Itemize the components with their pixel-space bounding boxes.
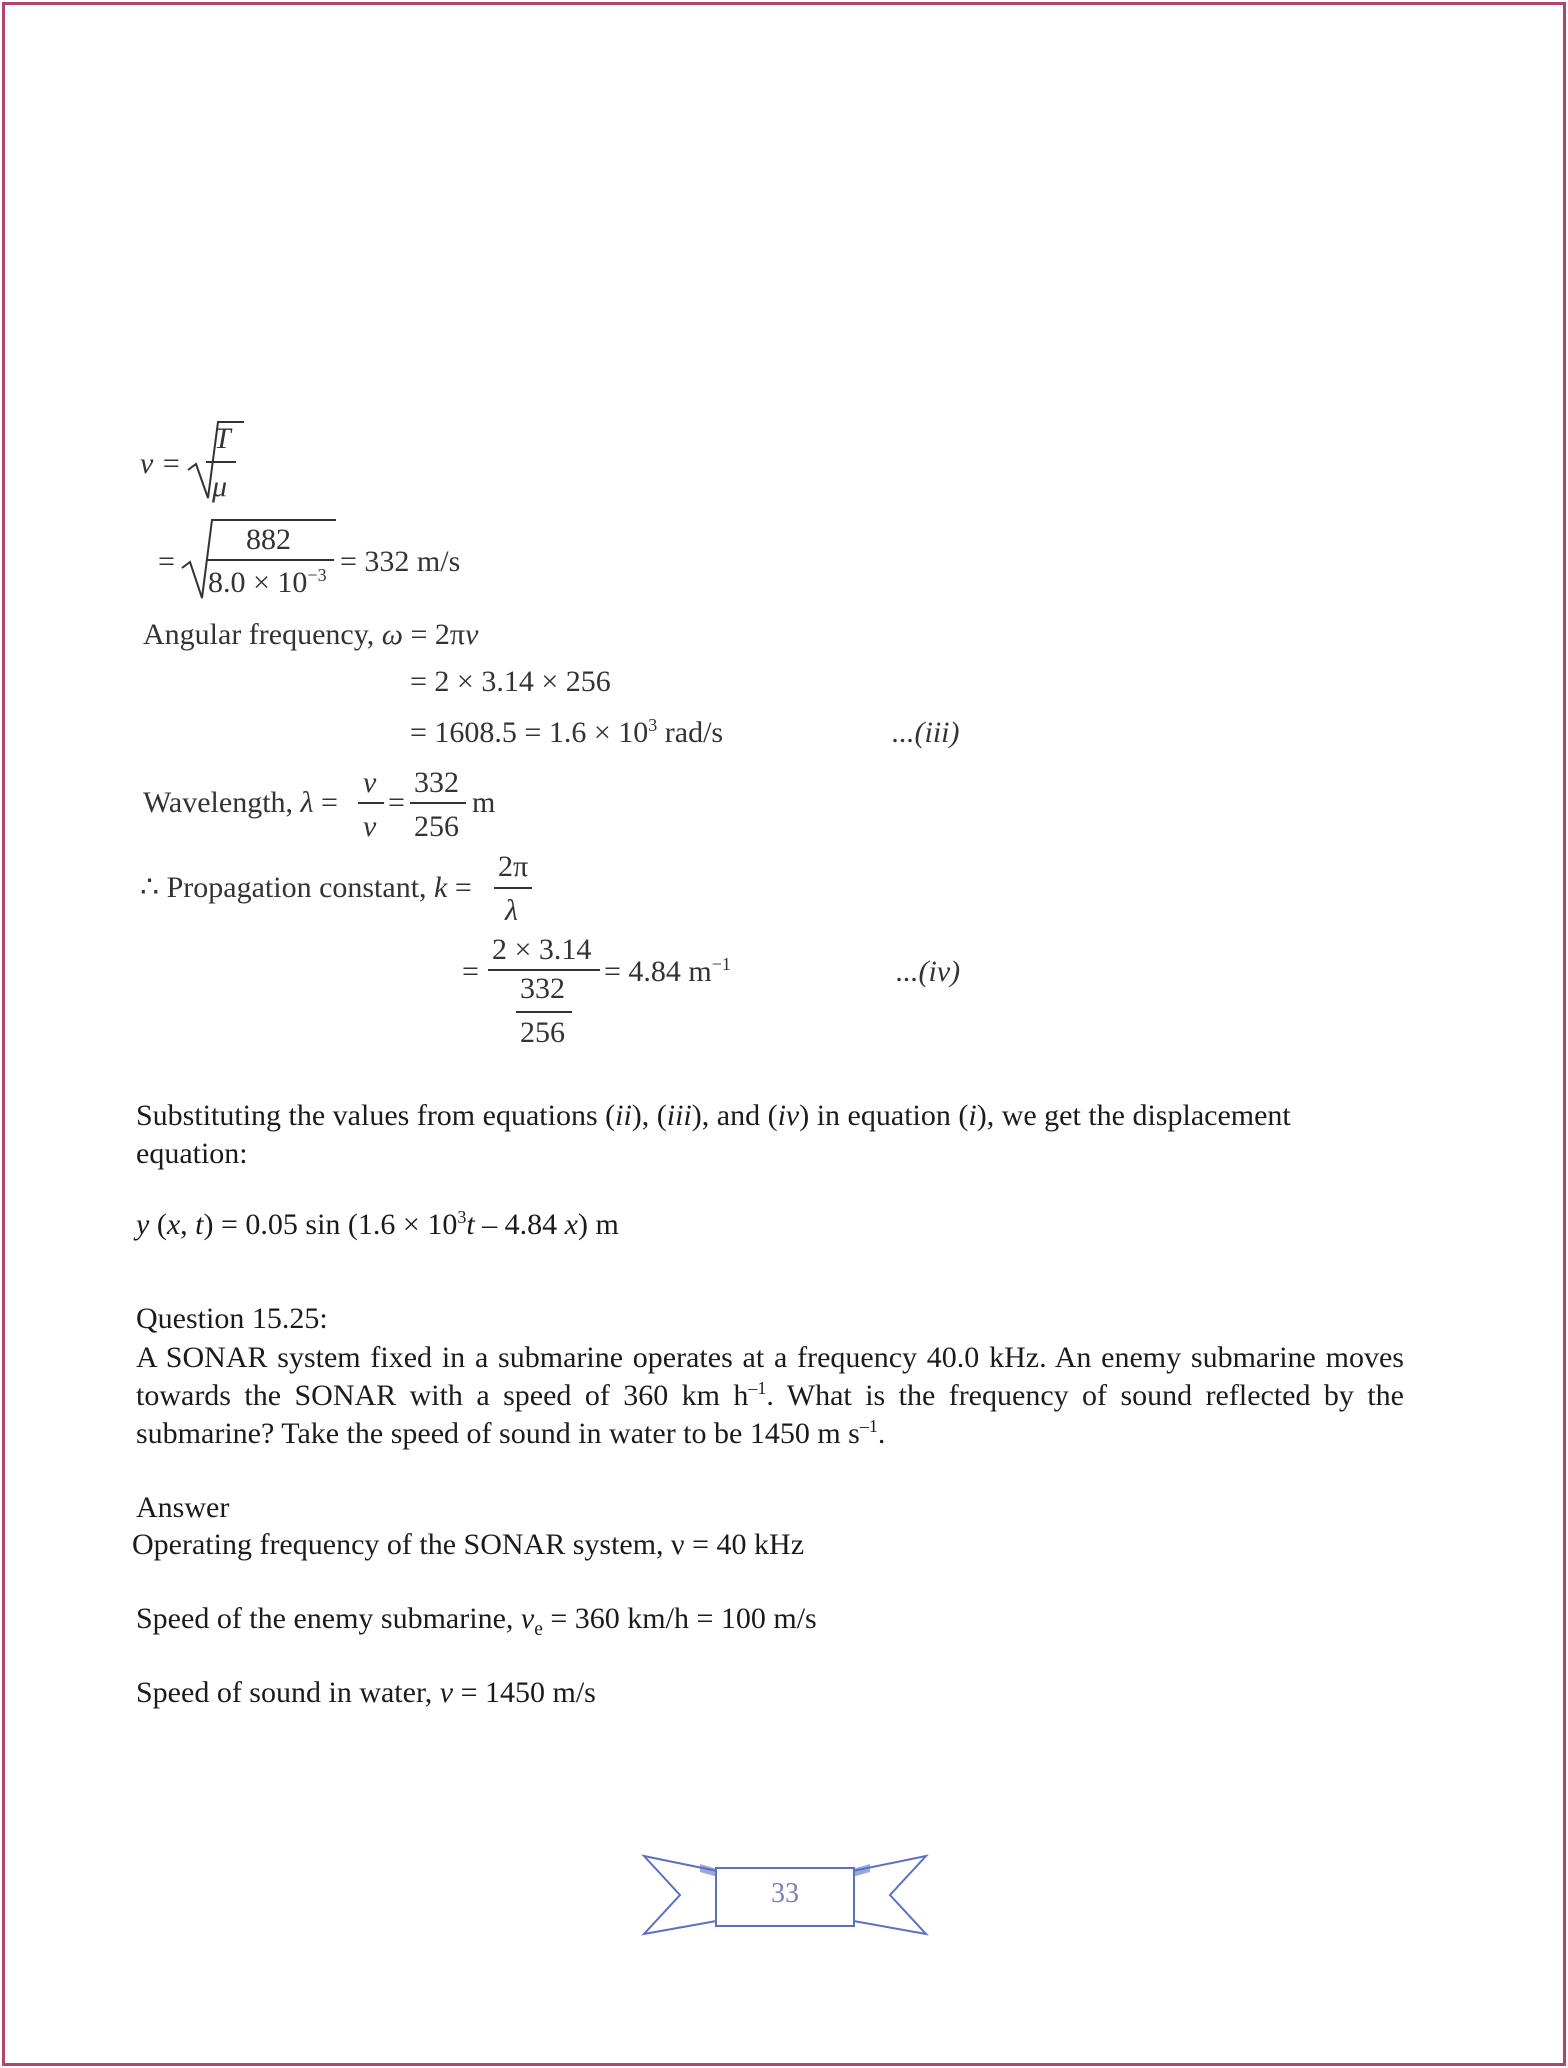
angular-frequency-result: = $1608.5 = 1.6 \times 10^3$ rad/s — [410, 715, 724, 749]
pc-256: 256 — [520, 1016, 565, 1049]
answer-line-sound-speed: Speed of sound in water, v = 1450 m/s — [136, 1676, 596, 1709]
equation-tag-iv: ...(iv) — [896, 955, 961, 988]
result-332: = 332 m/s — [340, 545, 461, 578]
angular-frequency-step: = 2 × 3.14 × 256 — [410, 665, 611, 698]
page-number-footer — [640, 1850, 930, 1940]
wavelength-unit: m — [472, 786, 496, 819]
fraction-bar — [494, 887, 532, 889]
tension-symbol: T — [214, 422, 231, 455]
equation-tag-iii: ...(iii) — [892, 716, 960, 749]
equals-sign: = — [158, 545, 175, 578]
pc-result: = 4.84 $m^{-1}$ — [604, 954, 731, 988]
answer-line-operating-frequency: Operating frequency of the SONAR system, ν = 40 kHz — [132, 1528, 805, 1561]
fraction-bar — [206, 559, 334, 561]
mu-symbol: μ — [212, 470, 228, 503]
question-title: Question 15.25: — [136, 1302, 328, 1335]
page-number: 33 — [771, 1878, 799, 1909]
equals-sign: = — [388, 786, 405, 819]
wavelength-label: Wavelength, λ = — [143, 786, 338, 819]
wavelength-256: 256 — [414, 810, 459, 843]
fraction-bar — [358, 802, 384, 804]
propagation-constant-label: ∴ Propagation constant, k = — [140, 871, 472, 904]
substitution-paragraph: Substituting the values from equations (ii), (iii), and (iv) in equation (i), we get the displacement equation: — [136, 1099, 1291, 1170]
answer-title: Answer — [136, 1491, 230, 1524]
numerator-882: 882 — [246, 523, 291, 556]
wavelength-332: 332 — [414, 766, 459, 799]
two-pi: 2π — [498, 850, 529, 883]
page-border — [2, 2, 1566, 2066]
v-lhs: v = — [140, 447, 182, 480]
angular-frequency-line: Angular frequency, ω = 2πν — [143, 618, 479, 651]
pc-332: 332 — [520, 972, 565, 1005]
displacement-equation: y (x, t) = 0.05 $\sin (1.6 \times 10^3t - 4.84$ x) m — [136, 1207, 619, 1241]
equals-sign: = — [462, 955, 479, 988]
denominator: $8.0 \times 10^{-3}$ — [208, 565, 327, 599]
fraction-bar — [206, 461, 236, 463]
wavelength-v: v — [363, 766, 377, 799]
lambda-symbol: λ — [505, 894, 518, 927]
answer-line-submarine-speed: Speed of the enemy submarine, $v_e = 360$ km/h = 100 m/s — [136, 1602, 817, 1640]
fraction-bar — [516, 1011, 572, 1013]
question-text: A SONAR system fixed in a submarine operates at a frequency 40.0 kHz. An enemy submarine moves towards the SONAR with a speed of 360 km $h^{-1}$. What is the frequency of sound reflected by the submarine? Take the speed of sound in water to be 1450 m $s^{-1}$. — [136, 1341, 1404, 1450]
pc-numerator: 2 × 3.14 — [492, 933, 592, 966]
fraction-bar — [488, 969, 600, 971]
wavelength-nu: ν — [363, 810, 377, 843]
fraction-bar — [410, 802, 466, 804]
